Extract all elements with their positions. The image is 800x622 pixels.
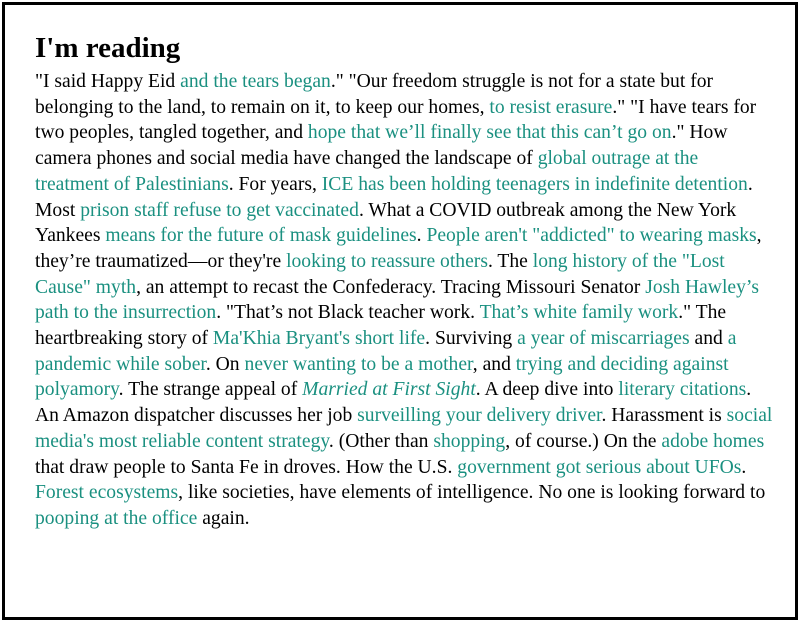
text-segment: and [689,328,728,350]
text-segment: , an attempt to recast the Confederacy. Tracing Missouri Senator [136,276,646,298]
text-segment: , of course.) On the [505,430,662,452]
text-segment: ." "I have tears for two peoples, tangled together, and [35,96,757,144]
text-segment: ." How camera phones and social media have changed the landscape of [35,122,728,170]
article-link[interactable]: shopping [433,430,506,452]
text-segment: , they’re traumatized—or they're [35,225,762,272]
article-link[interactable]: global outrage at the treatment of Palestinians [35,148,699,195]
text-segment: again. [197,507,250,529]
text-segment: . The strange appeal of [118,379,303,401]
text-segment: . Most [35,173,753,221]
text-segment: , and [472,353,516,375]
article-link[interactable]: Josh Hawley’s path to the insurrection [35,276,759,324]
article-link[interactable]: pooping at the office [35,507,198,529]
article-link[interactable]: ICE has been holding teenagers in indefinite detention [321,173,748,195]
reading-list-frame [2,2,798,620]
text-segment: . "That’s not Black teacher work. [216,302,480,324]
article-link[interactable]: Forest ecosystems [35,482,179,504]
text-segment: . Harassment is [601,405,727,427]
article-link[interactable]: That’s white family work [479,302,679,324]
text-segment: . The [487,250,533,272]
article-link[interactable]: and the tears began [180,71,331,92]
article-link[interactable]: adobe homes [661,430,765,452]
article-link[interactable]: long history of the "Lost Cause" myth [35,250,725,298]
article-link[interactable]: a year of miscarriages [517,328,690,350]
article-link[interactable]: to resist erasure [489,96,613,118]
article-link[interactable]: social media's most reliable content strategy [35,405,773,452]
article-link[interactable]: hope that we’ll finally see that this can’t go on [307,122,672,144]
reading-list-content [35,31,775,532]
article-link[interactable]: trying and deciding against polyamory [35,353,729,401]
text-segment: , like societies, have elements of intelligence. No one is looking forward to [178,482,766,504]
text-segment: . [416,225,427,247]
page-title: I'm reading [35,32,181,64]
text-segment: ." The heartbreaking story of [35,302,727,350]
text-segment: . For years, [228,173,322,195]
text-segment: that draw people to Santa Fe in droves. How the U.S. [35,456,458,478]
text-segment: . [741,456,747,478]
text-segment: . Surviving [425,328,518,350]
text-segment: ." "Our freedom struggle is not for a state but for belonging to the land, to remain on it, to keep our homes, [35,71,714,118]
article-link[interactable]: literary citations [618,379,747,401]
article-link[interactable]: looking to reassure others [286,250,488,272]
text-segment: . What a COVID outbreak among the New York Yankees [35,199,737,247]
article-link[interactable]: Married at First Sight [302,379,476,401]
text-segment: . (Other than [328,430,434,452]
article-link[interactable]: surveilling your delivery driver [357,405,602,427]
text-segment: "I said Happy Eid [35,71,181,92]
text-segment: . On [205,353,245,375]
article-link[interactable]: never wanting to be a mother [244,353,473,375]
article-link[interactable]: means for the future of mask guidelines [105,225,417,247]
article-link[interactable]: People aren't "addicted" to wearing masks [426,225,757,247]
article-link[interactable]: government got serious about UFOs [457,456,742,478]
article-link[interactable]: prison staff refuse to get vaccinated [80,199,359,221]
reading-paragraph [35,69,775,532]
article-link[interactable]: a pandemic while sober [35,328,737,375]
text-segment: . An Amazon dispatcher discusses her job [35,379,752,427]
article-link[interactable]: Ma'Khia Bryant's short life [212,328,426,350]
text-segment: . A deep dive into [475,379,619,401]
